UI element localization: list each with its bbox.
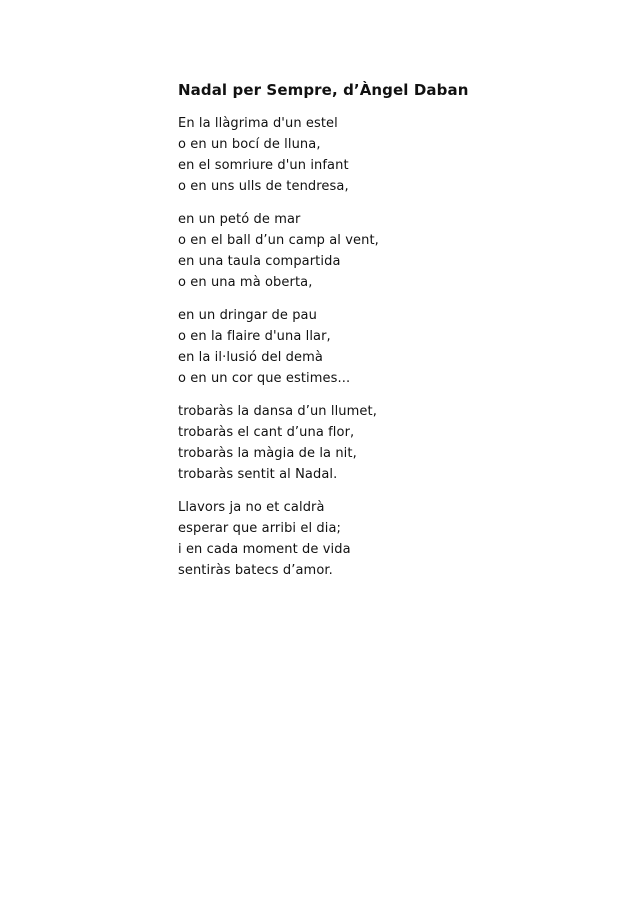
poem-line: en un dringar de pau — [178, 308, 317, 323]
poem-line: en una taula compartida — [178, 254, 341, 269]
poem-title: Nadal per Sempre, d’Àngel Daban — [178, 81, 469, 99]
poem-line: sentiràs batecs d’amor. — [178, 563, 333, 578]
poem-line: en un petó de mar — [178, 212, 301, 227]
poem-line: trobaràs la màgia de la nit, — [178, 446, 357, 461]
poem-line: i en cada moment de vida — [178, 542, 351, 557]
poem-line: trobaràs la dansa d’un llumet, — [178, 404, 377, 419]
poem-line: o en un bocí de lluna, — [178, 137, 321, 152]
poem — [178, 80, 598, 593]
stanza-1 — [178, 113, 598, 197]
poem-line: en la il·lusió del demà — [178, 350, 323, 365]
poem-line: trobaràs el cant d’una flor, — [178, 425, 355, 440]
poem-line: o en la flaire d'una llar, — [178, 329, 331, 344]
poem-line: o en un cor que estimes... — [178, 371, 351, 386]
poem-line: esperar que arribi el dia; — [178, 521, 342, 536]
poem-line: En la llàgrima d'un estel — [178, 116, 338, 131]
poem-line: Llavors ja no et caldrà — [178, 500, 325, 515]
stanza-3 — [178, 305, 598, 389]
stanza-4 — [178, 401, 598, 485]
poem-line: o en una mà oberta, — [178, 275, 313, 290]
stanza-2 — [178, 209, 598, 293]
stanza-5 — [178, 497, 598, 581]
poem-line: o en el ball d’un camp al vent, — [178, 233, 379, 248]
poem-line: en el somriure d'un infant — [178, 158, 349, 173]
poem-line: trobaràs sentit al Nadal. — [178, 467, 338, 482]
poem-line: o en uns ulls de tendresa, — [178, 179, 349, 194]
